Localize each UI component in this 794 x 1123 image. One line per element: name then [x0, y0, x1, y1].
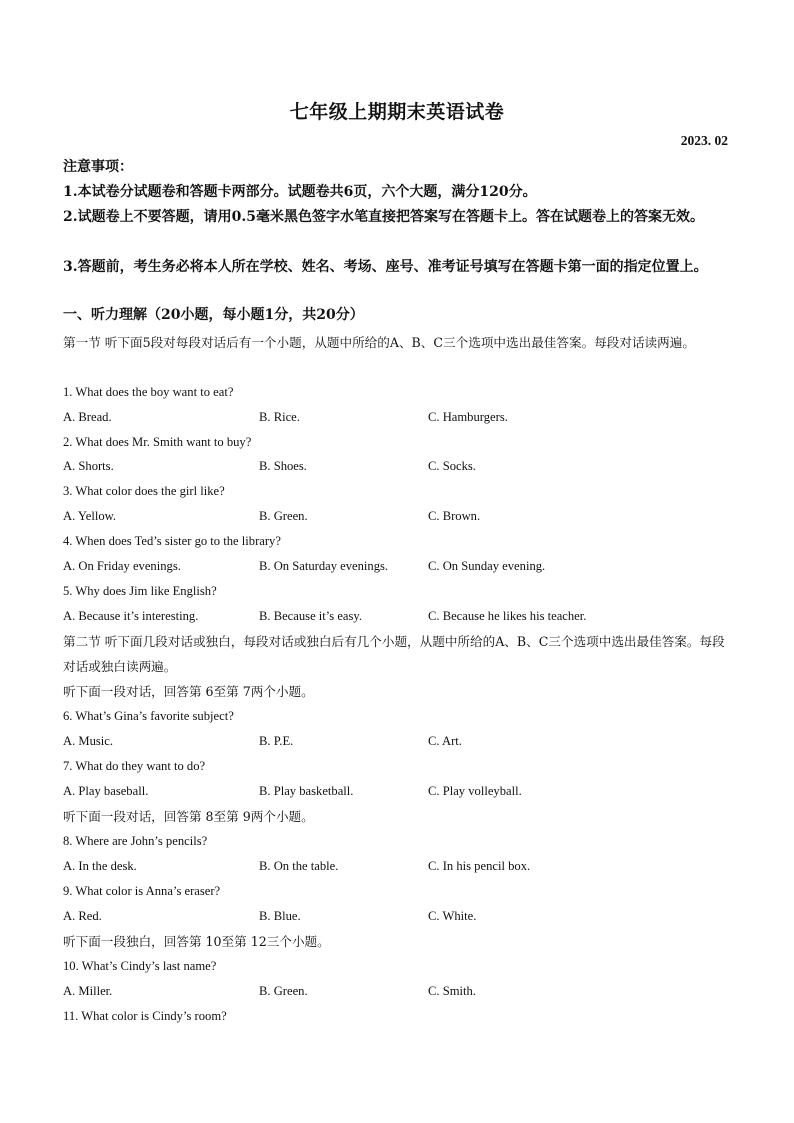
question-8: 8. Where are John’s pencils? — [63, 834, 208, 848]
options-8 — [63, 854, 731, 879]
option-a: A. Shorts. — [63, 459, 114, 473]
options-3 — [63, 504, 731, 529]
option-a: A. Because it’s interesting. — [63, 609, 199, 623]
option-b: B. On Saturday evenings. — [259, 559, 389, 573]
options-5 — [63, 604, 731, 629]
section-heading: 一、听力理解（20小题，每小题1分，共20分） — [63, 307, 364, 323]
notice-heading: 注意事项： — [63, 159, 133, 175]
question-6: 6. What’s Gina’s favorite subject? — [63, 709, 234, 723]
option-b: B. Because it’s easy. — [259, 609, 363, 623]
option-c: C. Smith. — [428, 984, 476, 998]
option-a: A. Yellow. — [63, 509, 117, 523]
option-b: B. On the table. — [259, 859, 339, 873]
option-c: C. Art. — [428, 734, 462, 748]
notice-item-2: 2.试题卷上不要答题，请用0.5毫米黑色签字水笔直接把答案写在答题卡上。答在试题卷上的答案无效。 — [63, 209, 704, 225]
option-c: C. Because he likes his teacher. — [428, 609, 587, 623]
question-9: 9. What color is Anna’s eraser? — [63, 884, 221, 898]
option-b: B. Green. — [259, 984, 308, 998]
option-b: B. P.E. — [259, 734, 294, 748]
option-c: C. On Sunday evening. — [428, 559, 546, 573]
option-b: B. Rice. — [259, 410, 300, 424]
option-a: A. Red. — [63, 909, 102, 923]
option-c: C. Socks. — [428, 459, 476, 473]
exam-date: 2023. 02 — [680, 133, 728, 148]
option-a: A. Bread. — [63, 410, 112, 424]
option-b: B. Play basketball. — [259, 784, 354, 798]
options-9 — [63, 904, 731, 929]
part1-intro: 第一节 听下面5段对每段对话后有一个小题，从题中所给的A、B、C三个选项中选出最佳答案。每段对话读两遍。 — [63, 335, 695, 350]
page-title: 七年级上期期末英语试卷 — [289, 101, 505, 123]
question-1: 1. What does the boy want to eat? — [63, 385, 234, 399]
notice-item-3: 3.答题前，考生务必将本人所在学校、姓名、考场、座号、准考证号填写在答题卡第一面的指定位置上。 — [63, 259, 708, 275]
option-c: C. Brown. — [428, 509, 481, 523]
options-10 — [63, 979, 731, 1004]
option-c: C. Play volleyball. — [428, 784, 522, 798]
option-a: A. Play baseball. — [63, 784, 149, 798]
option-c: C. Hamburgers. — [428, 410, 508, 424]
question-3: 3. What color does the girl like? — [63, 484, 225, 498]
option-a: A. In the desk. — [63, 859, 137, 873]
option-a: A. Music. — [63, 734, 114, 748]
question-10: 10. What’s Cindy’s last name? — [63, 959, 217, 973]
notice-item-1: 1.本试卷分试题卷和答题卡两部分。试题卷共6页，六个大题，满分120分。 — [63, 184, 537, 200]
option-b: B. Shoes. — [259, 459, 307, 473]
option-b: B. Blue. — [259, 909, 301, 923]
options-2 — [63, 454, 731, 479]
question-7: 7. What do they want to do? — [63, 759, 206, 773]
option-c: C. In his pencil box. — [428, 859, 531, 873]
question-2: 2. What does Mr. Smith want to buy? — [63, 435, 252, 449]
instruction-8-9: 听下面一段对话，回答第 8至第 9两个小题。 — [63, 809, 314, 824]
option-a: A. On Friday evenings. — [63, 559, 181, 573]
options-1 — [63, 405, 731, 430]
question-11: 11. What color is Cindy’s room? — [63, 1009, 227, 1023]
options-7 — [63, 779, 731, 804]
question-4: 4. When does Ted’s sister go to the library? — [63, 534, 281, 548]
instruction-10-12: 听下面一段独白，回答第 10至第 12三个小题。 — [63, 934, 330, 949]
option-b: B. Green. — [259, 509, 308, 523]
options-4 — [63, 554, 731, 579]
option-a: A. Miller. — [63, 984, 113, 998]
instruction-6-7: 听下面一段对话，回答第 6至第 7两个小题。 — [63, 684, 314, 699]
options-6 — [63, 729, 731, 754]
question-5: 5. Why does Jim like English? — [63, 584, 217, 598]
part2-intro: 第二节 听下面几段对话或独白，每段对话或独白后有几个小题，从题中所给的A、B、C三个选项中选出最佳答案。每段对话或独白读两遍。 — [63, 634, 725, 674]
option-c: C. White. — [428, 909, 477, 923]
